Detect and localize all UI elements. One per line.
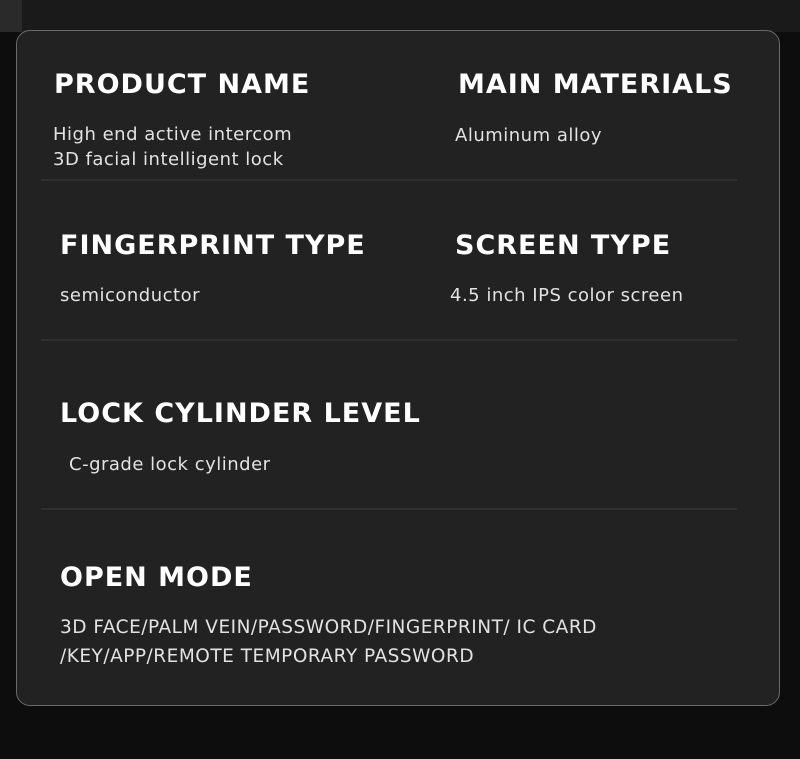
divider: [41, 508, 737, 510]
open-mode-value-line2: /KEY/APP/REMOTE TEMPORARY PASSWORD: [60, 646, 475, 667]
product-name-value-line1: High end active intercom: [53, 124, 293, 145]
fingerprint-type-value: semiconductor: [60, 285, 201, 306]
product-name-value-line2: 3D facial intelligent lock: [53, 149, 284, 170]
top-strip: [0, 0, 800, 32]
spec-card: [16, 30, 780, 706]
product-name-heading: PRODUCT NAME: [54, 69, 311, 100]
open-mode-value-line1: 3D FACE/PALM VEIN/PASSWORD/FINGERPRINT/ IC CARD: [60, 617, 597, 638]
lock-cylinder-level-heading: LOCK CYLINDER LEVEL: [60, 398, 421, 429]
divider: [41, 339, 737, 341]
open-mode-heading: OPEN MODE: [60, 562, 253, 593]
main-materials-value: Aluminum alloy: [455, 125, 603, 146]
divider: [41, 179, 737, 181]
top-strip-tab: [0, 0, 22, 32]
fingerprint-type-heading: FINGERPRINT TYPE: [60, 230, 366, 261]
lock-cylinder-level-value: C-grade lock cylinder: [69, 454, 271, 475]
screen-type-heading: SCREEN TYPE: [455, 230, 672, 261]
main-materials-heading: MAIN MATERIALS: [458, 69, 733, 100]
screen-type-value: 4.5 inch IPS color screen: [450, 285, 684, 306]
